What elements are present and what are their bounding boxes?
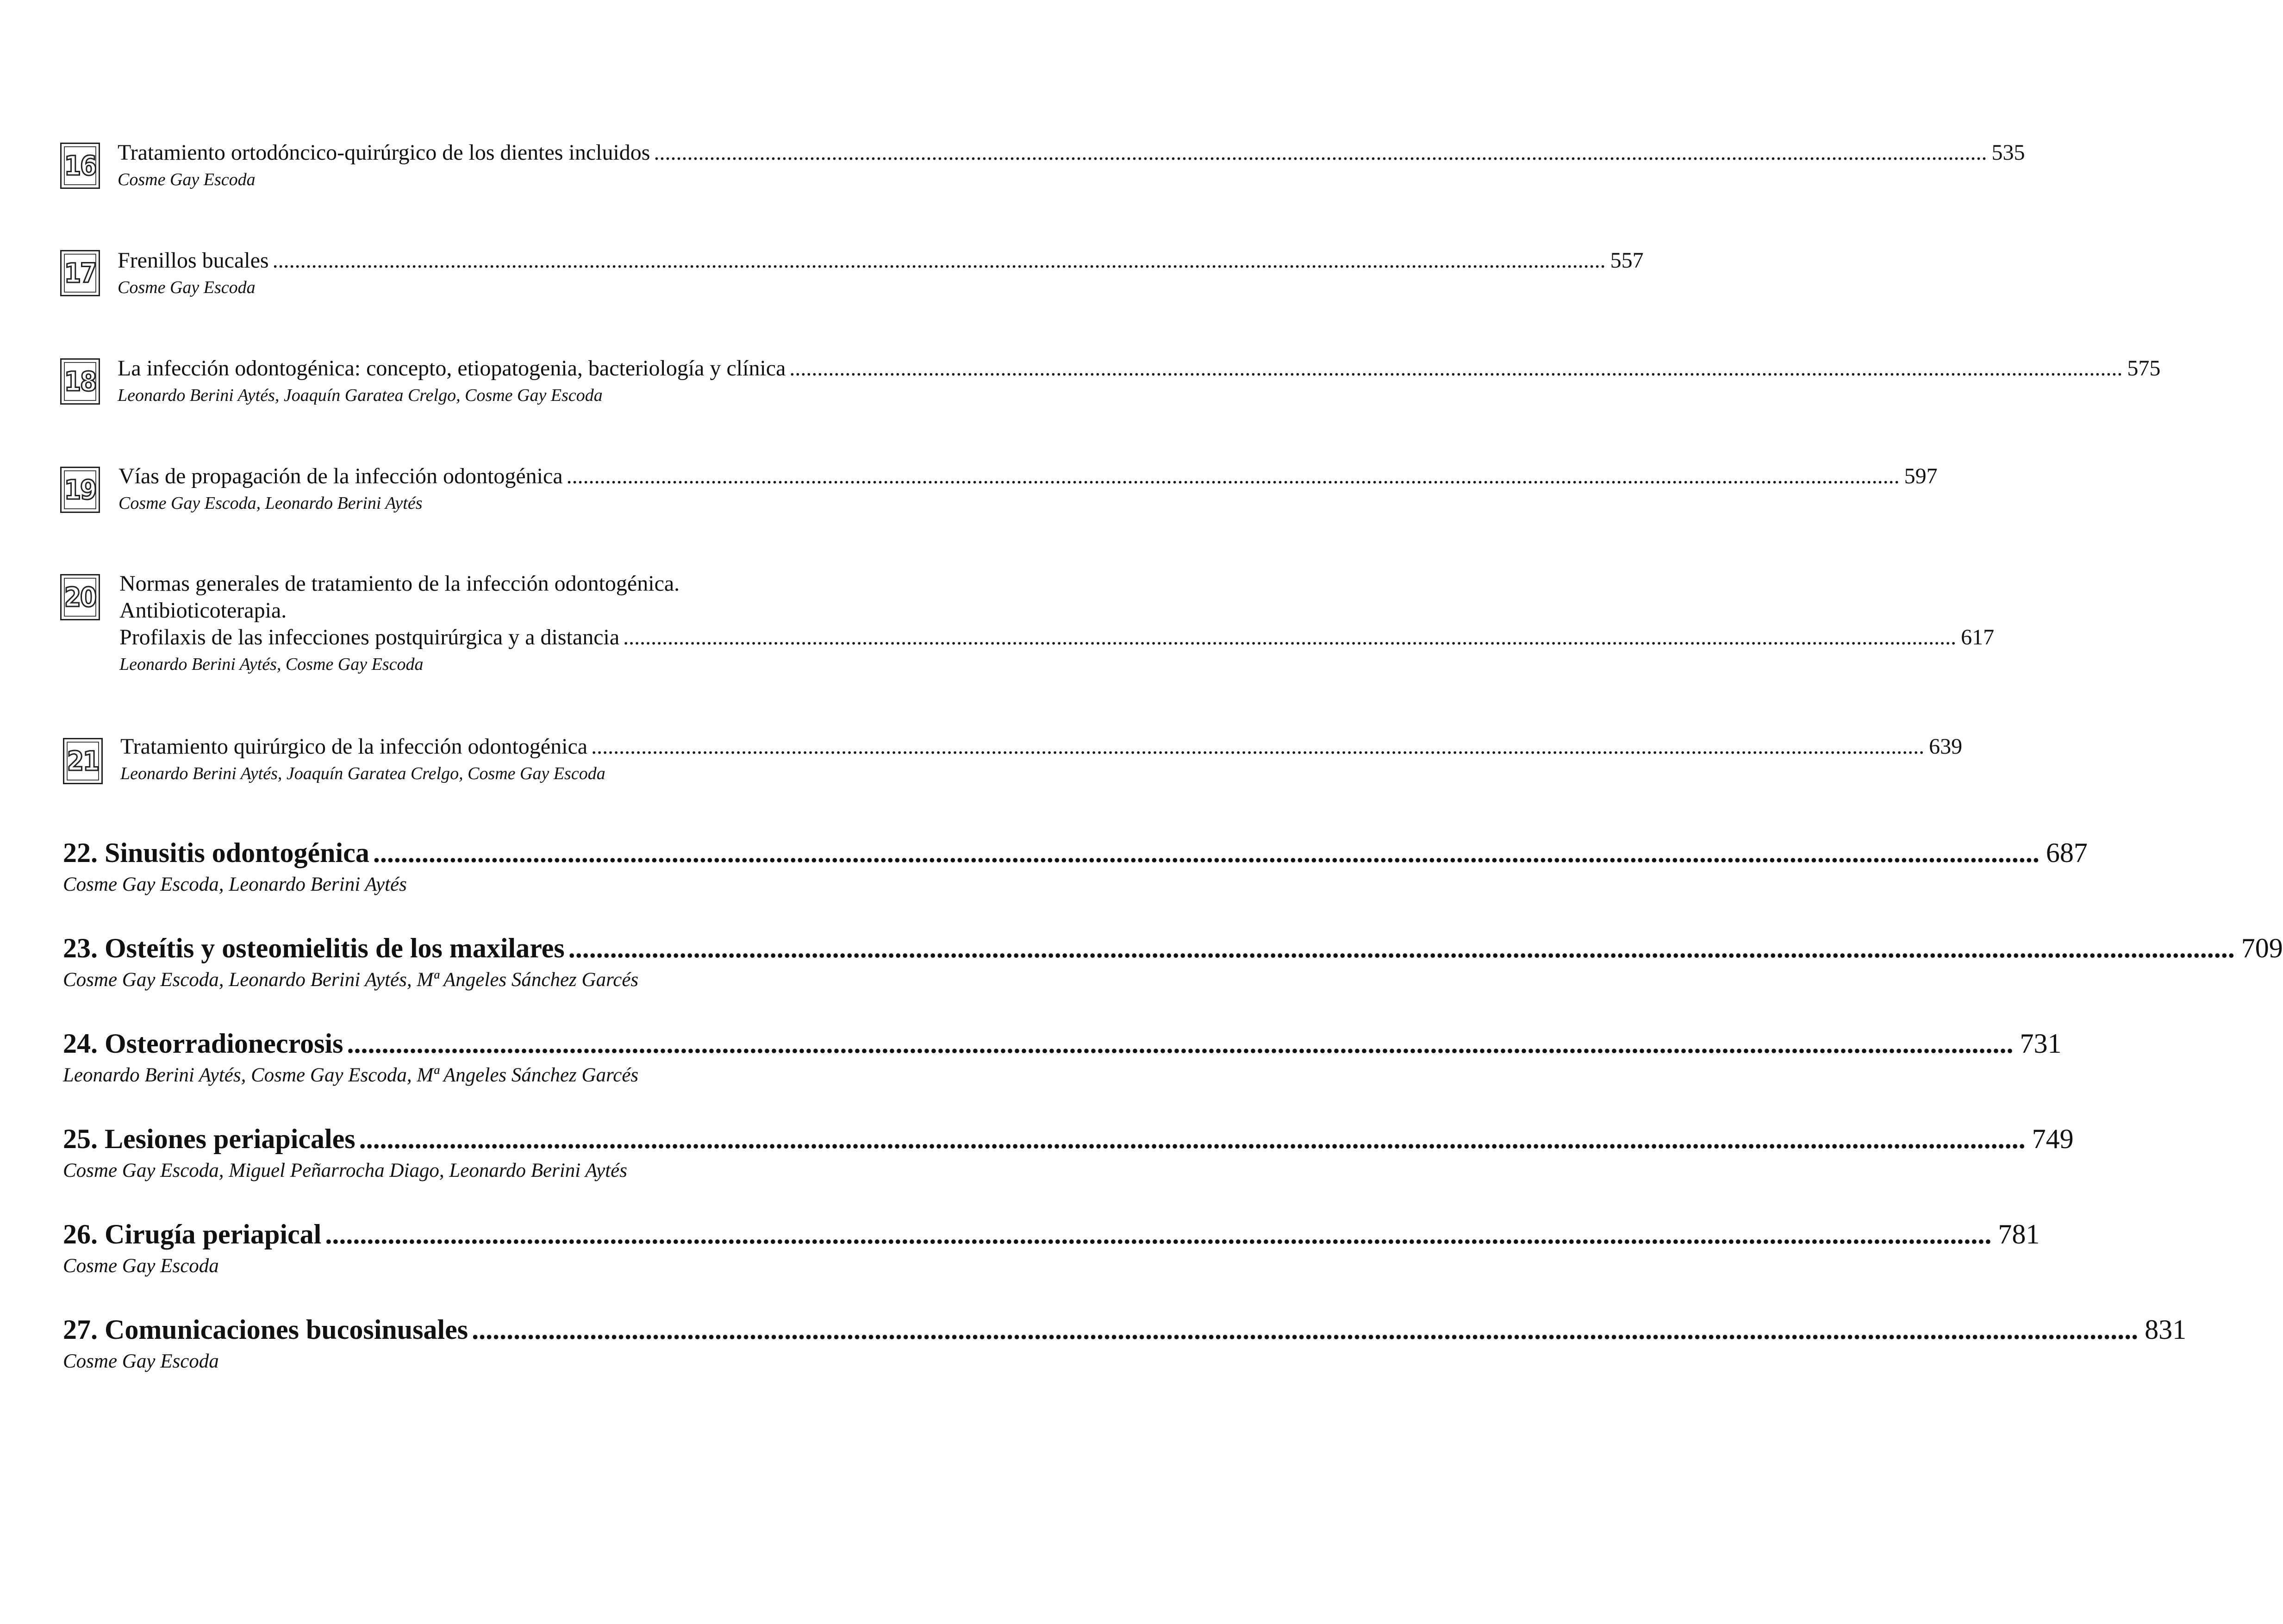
dot-leader: ................................................................................................................................................................................................................................................ [472, 1314, 2139, 1345]
toc-entry-page: 535 [1991, 140, 2025, 165]
toc-entry-page: 557 [1610, 248, 1644, 273]
toc-entry [118, 247, 1644, 299]
toc-entry [119, 570, 1995, 676]
toc-entry [63, 1122, 2074, 1183]
dot-leader: ................................................................................................................................................................................................................................................ [789, 356, 2123, 381]
dot-leader: ................................................................................................................................................................................................................................................ [591, 734, 1925, 759]
toc-entry-title: Tratamiento ortodóncico-quirúrgico de los dientes incluidos [118, 140, 650, 165]
toc-entry-title-line[interactable] [63, 931, 2283, 965]
toc-entry-authors: Cosme Gay Escoda, Leonardo Berini Aytés, Mª Angeles Sánchez Garcés [63, 969, 639, 991]
dot-leader: ................................................................................................................................................................................................................................................ [373, 837, 2040, 868]
toc-entry-authors: Cosme Gay Escoda [63, 1350, 219, 1372]
chapter-number-badge [63, 738, 103, 784]
dot-leader: ................................................................................................................................................................................................................................................ [623, 625, 1957, 650]
toc-entry-authors: Cosme Gay Escoda, Leonardo Berini Aytés [119, 493, 423, 513]
toc-entry-page: 575 [2127, 356, 2161, 381]
toc-entry-title-line[interactable] [119, 463, 1938, 490]
dot-leader: ................................................................................................................................................................................................................................................ [654, 140, 1987, 165]
toc-entry [119, 463, 1938, 515]
dot-leader: ................................................................................................................................................................................................................................................ [325, 1219, 1992, 1249]
toc-entry-title: 27. Comunicaciones bucosinusales [63, 1314, 468, 1345]
dot-leader: ................................................................................................................................................................................................................................................ [566, 464, 1900, 488]
toc-entry-title-line[interactable] [118, 355, 2161, 382]
toc-entry-title: Profilaxis de las infecciones postquirúrgica y a distancia [119, 625, 620, 650]
dot-leader: ................................................................................................................................................................................................................................................ [272, 248, 1606, 273]
chapter-number: 19 [64, 474, 96, 506]
chapter-number-badge [60, 358, 100, 405]
toc-entry-authors: Cosme Gay Escoda [118, 170, 256, 189]
toc-entry-page: 617 [1961, 625, 1995, 650]
toc-entry-title: Antibioticoterapia. [119, 598, 287, 623]
toc-entry-authors: Leonardo Berini Aytés, Cosme Gay Escoda [119, 655, 424, 674]
toc-entry [63, 1313, 2187, 1374]
toc-entry-title-line[interactable] [63, 1027, 2062, 1060]
toc-entry-title: 26. Cirugía periapical [63, 1219, 322, 1249]
toc-entry-authors: Cosme Gay Escoda [118, 278, 256, 297]
toc-entry-authors: Leonardo Berini Aytés, Cosme Gay Escoda, Mª Angeles Sánchez Garcés [63, 1064, 639, 1086]
chapter-number-badge [60, 143, 100, 189]
toc-entry [118, 139, 2025, 191]
toc-entry-title-line[interactable] [63, 1122, 2074, 1156]
toc-entry-title: Vías de propagación de la infección odontogénica [119, 464, 563, 488]
dot-leader: ................................................................................................................................................................................................................................................ [347, 1028, 2014, 1059]
dot-leader: ................................................................................................................................................................................................................................................ [359, 1124, 2026, 1154]
chapter-number: 18 [64, 366, 96, 397]
toc-entry-authors: Leonardo Berini Aytés, Joaquín Garatea Crelgo, Cosme Gay Escoda [120, 764, 605, 783]
toc-entry-title-line[interactable] [63, 1218, 2040, 1251]
chapter-number-badge [60, 250, 100, 296]
toc-entry-title: 25. Lesiones periapicales [63, 1124, 356, 1154]
chapter-number: 16 [64, 150, 96, 181]
toc-entry [63, 836, 2088, 897]
toc-entry-page: 731 [2020, 1028, 2062, 1059]
toc-entry [63, 1218, 2040, 1279]
toc-entry [118, 355, 2161, 407]
chapter-number: 21 [67, 745, 99, 777]
toc-entry-title: Frenillos bucales [118, 248, 269, 273]
toc-entry-title: La infección odontogénica: concepto, etiopatogenia, bacteriología y clínica [118, 356, 786, 381]
toc-entry-title: 23. Osteítis y osteomielitis de los maxilares [63, 933, 565, 963]
toc-entry [63, 931, 2283, 993]
toc-entry-title-line[interactable] [119, 597, 1070, 624]
chapter-number-badge [60, 467, 100, 513]
toc-entry [63, 1027, 2062, 1088]
toc-entry-page: 831 [2145, 1314, 2187, 1345]
toc-entry-page: 687 [2046, 837, 2088, 868]
toc-entry-page: 781 [1998, 1219, 2040, 1249]
toc-entry-title-line[interactable] [119, 570, 1070, 597]
toc-entry-title: Normas generales de tratamiento de la infección odontogénica. [119, 571, 680, 596]
chapter-number: 17 [64, 257, 96, 289]
chapter-number-badge [60, 574, 100, 620]
toc-entry-authors: Cosme Gay Escoda, Miguel Peñarrocha Diago, Leonardo Berini Aytés [63, 1160, 627, 1181]
chapter-number: 20 [64, 581, 96, 613]
toc-entry-title-line[interactable] [118, 247, 1644, 274]
dot-leader: ................................................................................................................................................................................................................................................ [568, 933, 2235, 963]
toc-entry-title: Tratamiento quirúrgico de la infección odontogénica [120, 734, 588, 759]
toc-entry-authors: Leonardo Berini Aytés, Joaquín Garatea Crelgo, Cosme Gay Escoda [118, 386, 603, 405]
toc-entry-title-line[interactable] [118, 139, 2025, 166]
toc-entry-page: 709 [2241, 933, 2283, 963]
toc-entry-page: 639 [1929, 734, 1963, 759]
toc-entry-page: 749 [2032, 1124, 2074, 1154]
toc-entry-title: 22. Sinusitis odontogénica [63, 837, 369, 868]
toc-entry-title-line[interactable] [120, 733, 1963, 760]
toc-entry-authors: Cosme Gay Escoda [63, 1255, 219, 1277]
toc-entry-title: 24. Osteorradionecrosis [63, 1028, 343, 1059]
toc-entry-page: 597 [1904, 464, 1938, 488]
toc-entry-authors: Cosme Gay Escoda, Leonardo Berini Aytés [63, 874, 407, 895]
toc-entry [120, 733, 1963, 785]
toc-entry-title-line[interactable] [119, 624, 1995, 651]
toc-entry-title-line[interactable] [63, 836, 2088, 869]
toc-entry-title-line[interactable] [63, 1313, 2187, 1346]
